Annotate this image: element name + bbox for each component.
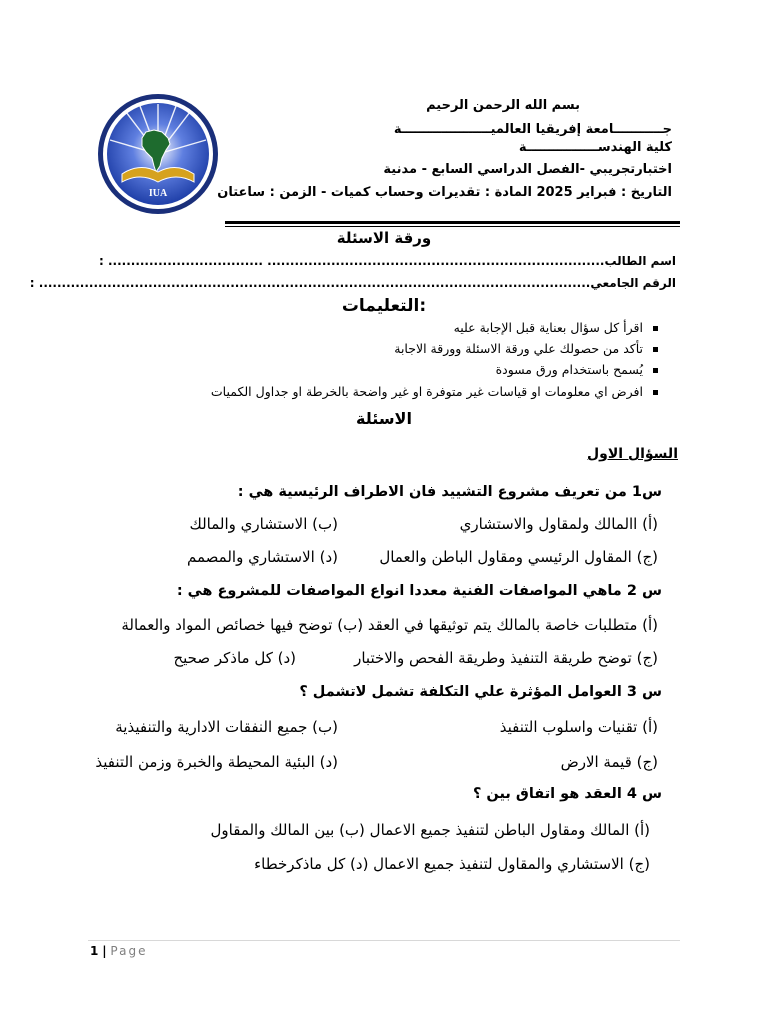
exam-info: اختبارتجريبي -الفصل الدراسي السابع - مدنية <box>383 162 672 177</box>
student-id-field: الرقم الجامعي......................................................................................................................... : <box>29 276 676 290</box>
paper-title: ورقة الاسئلة <box>336 229 432 247</box>
instructions-title: التعليمات: <box>341 296 427 316</box>
question-3: س 3 العوامل المؤثرة علي التكلفة تشمل لاتشمل ؟ <box>299 684 662 700</box>
q3-option-b: (ب) جميع النفقات الادارية والتنفيذية <box>115 718 338 736</box>
bullet-icon <box>653 326 658 331</box>
page-label: Page <box>110 944 148 958</box>
question-1: س1 من تعريف مشروع التشييد فان الاطراف الرئيسية هي : <box>237 484 662 500</box>
instruction-item: افرض اي معلومات او قياسات غير متوفرة او غير واضحة بالخرطة او جداول الكميات <box>211 384 658 399</box>
q4-options-cd: (ج) الاستشاري والمقاول لتنفيذ جميع الاعمال (د) كل ماذكرخطاء <box>254 855 650 873</box>
instruction-item: اقرأ كل سؤال بعناية قبل الإجابة عليه <box>454 320 658 335</box>
questions-title: الاسئلة <box>356 409 412 428</box>
q3-option-c: (ج) قيمة الارض <box>560 753 658 771</box>
question-4: س 4 العقد هو اتفاق بين ؟ <box>472 786 662 802</box>
page-number: 1 <box>90 944 99 958</box>
header-divider <box>225 221 680 224</box>
q1-option-d: (د) الاستشاري والمصمم <box>187 548 338 566</box>
basmala: بسم الله الرحمن الرحيم <box>426 98 580 113</box>
instruction-item: تأكد من حصولك علي ورقة الاسئلة وورقة الاجابة <box>394 341 658 356</box>
footer-divider <box>88 940 680 941</box>
page-separator: | <box>102 944 107 958</box>
page-footer <box>90 944 147 958</box>
bullet-icon <box>653 390 658 395</box>
q1-option-b: (ب) الاستشاري والمالك <box>189 515 338 533</box>
student-name-field: اسم الطالب.......................................................................... .................................. : <box>98 254 676 268</box>
logo-text: IUA <box>148 188 168 199</box>
q3-option-d: (د) البئية المحيطة والخبرة وزمن التنفيذ <box>95 753 338 771</box>
q2-option-c: (ج) توضح طريقة التنفيذ وطريقة الفحص والاختبار <box>354 649 658 667</box>
q1-option-c: (ج) المقاول الرئيسي ومقاول الباطن والعمال <box>379 548 658 566</box>
faculty-name: كلية الهندســــــــــــــــة <box>518 140 672 155</box>
university-name: جـــــــــــامعة إفريقيا العالميــــــــــــــــــــة <box>393 122 672 137</box>
q1-option-a: (أ) االمالك ولمقاول والاستشاري <box>459 515 658 533</box>
bullet-icon <box>653 347 658 352</box>
section-title: السؤال الاول <box>587 446 678 462</box>
date-subject-line: التاريخ : فبراير 2025 المادة : تقديرات وحساب كميات - الزمن : ساعتان <box>217 185 672 200</box>
header-divider-thin <box>225 226 680 227</box>
q4-options-ab: (أ) المالك ومقاول الباطن لتنفيذ جميع الاعمال (ب) بين المالك والمقاول <box>210 821 650 839</box>
university-logo <box>96 92 220 216</box>
q2-options-ab: (أ) متطلبات خاصة بالمالك يتم توثيقها في العقد (ب) توضح فيها خصائص المواد والعمالة <box>121 616 658 634</box>
bullet-icon <box>653 368 658 373</box>
q3-option-a: (أ) تقنيات واسلوب التنفيذ <box>499 718 658 736</box>
question-2: س 2 ماهي المواصفات الفنية معددا انواع المواصفات للمشروع هي : <box>176 583 662 599</box>
q2-option-d: (د) كل ماذكر صحيح <box>173 649 296 667</box>
instruction-item: يُسمح باستخدام ورق مسودة <box>496 362 658 377</box>
